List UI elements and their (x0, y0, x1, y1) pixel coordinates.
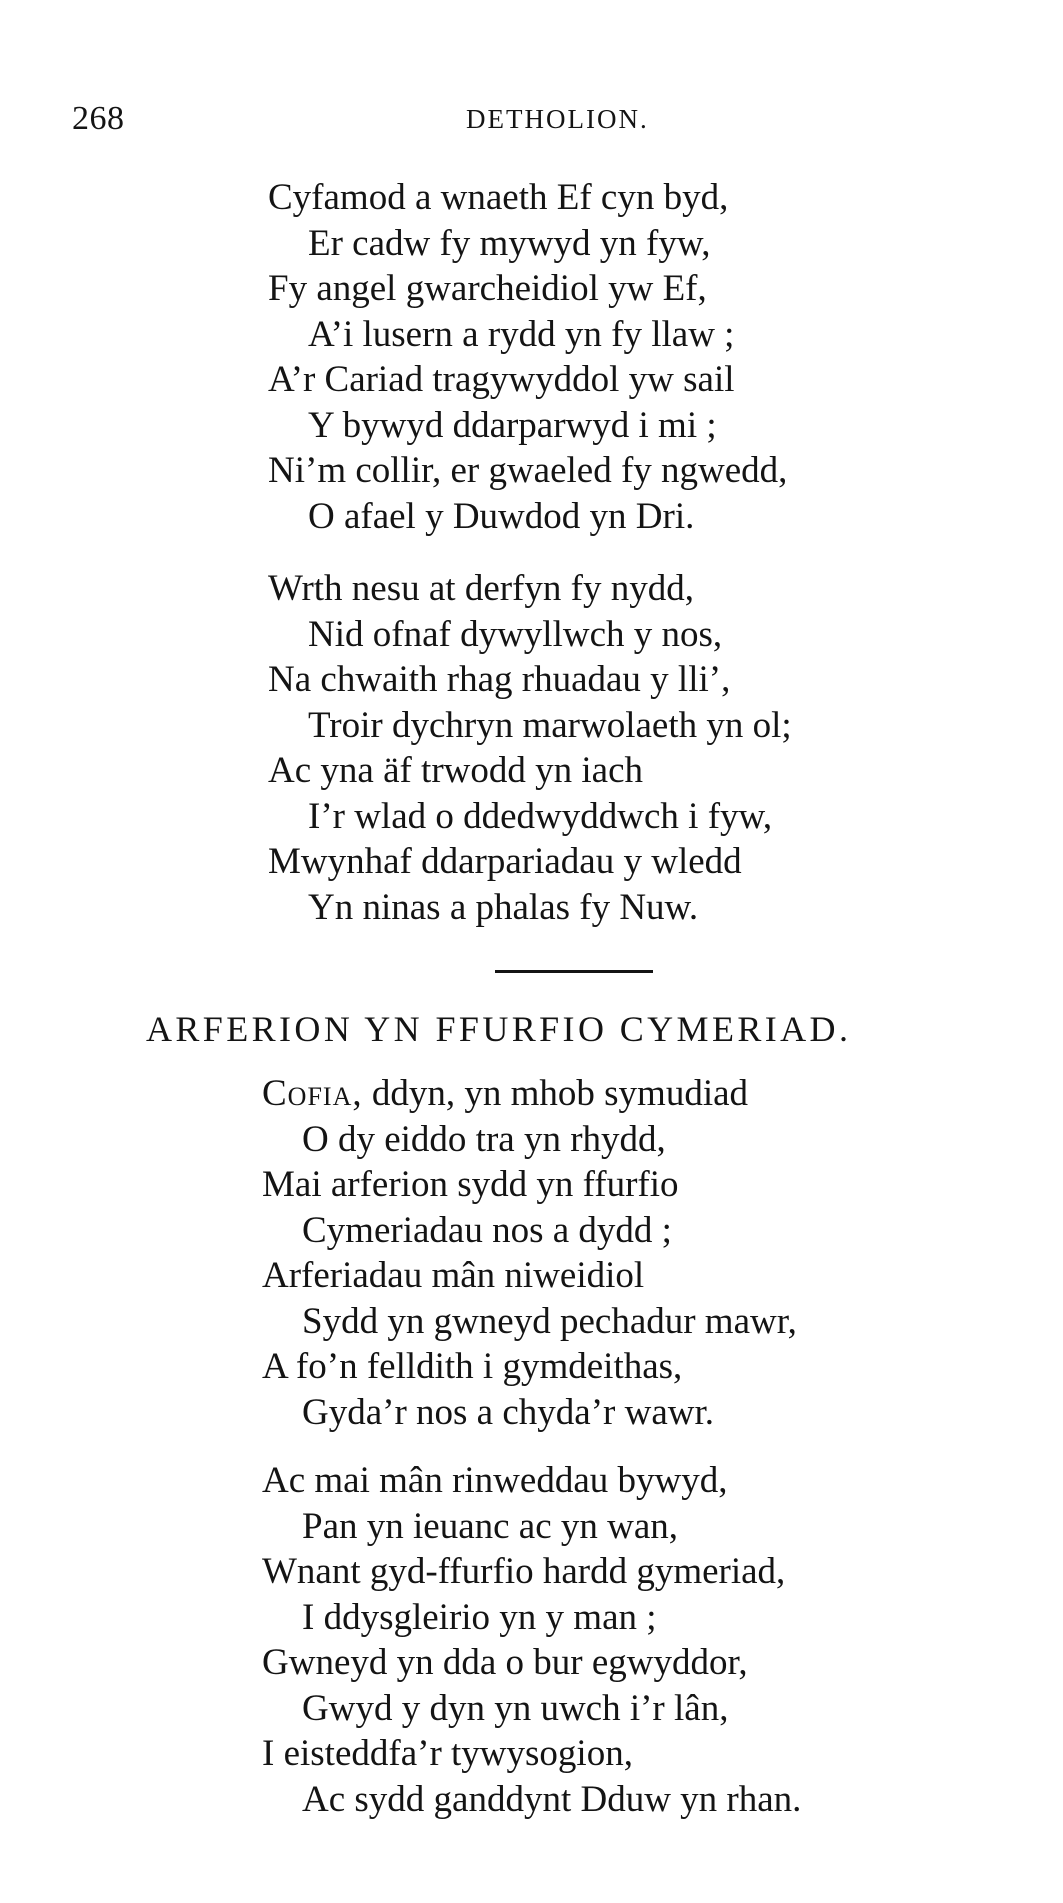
verse-line: Cymeriadau nos a dydd ; (302, 1209, 672, 1251)
verse-line: Arferiadau mân niweidiol (262, 1255, 645, 1296)
page-number: 268 (72, 100, 125, 137)
stanza (268, 175, 787, 539)
verse-line: Troir dychryn marwolaeth yn ol; (308, 704, 792, 746)
verse-line: Y bywyd ddarparwyd i mi ; (308, 404, 717, 446)
verse-line: O afael y Duwdod yn Dri. (308, 495, 695, 537)
verse-line: Wnant gyd-ffurfio hardd gymeriad, (262, 1551, 786, 1592)
verse-line: A’i lusern a rydd yn fy llaw ; (308, 313, 735, 355)
verse-line: Nid ofnaf dywyllwch y nos, (308, 613, 723, 655)
verse-line (262, 1071, 797, 1117)
verse-line: Wrth nesu at derfyn fy nydd, (268, 568, 694, 609)
verse-line: I’r wlad o ddedwyddwch i fyw, (308, 795, 773, 837)
verse-line: Mai arferion sydd yn ffurfio (262, 1164, 679, 1205)
verse-line: A’r Cariad tragywyddol yw sail (268, 359, 735, 400)
verse-line: Er cadw fy mywyd yn fyw, (308, 222, 711, 264)
verse-line: Mwynhaf ddarpariadau y wledd (268, 841, 742, 882)
verse-line: O dy eiddo tra yn rhydd, (302, 1118, 666, 1160)
stanza (262, 1071, 797, 1435)
verse-line: I ddysgleirio yn y man ; (302, 1596, 657, 1638)
stanza (268, 566, 792, 930)
verse-line: Gwneyd yn dda o bur egwyddor, (262, 1642, 748, 1683)
verse-line: Ni’m collir, er gwaeled fy ngwedd, (268, 450, 788, 491)
verse-line: I eisteddfa’r tywysogion, (262, 1733, 633, 1774)
verse-line: Pan yn ieuanc ac yn wan, (302, 1505, 679, 1547)
poem-title: ARFERION YN FFURFIO CYMERIAD. (146, 1009, 852, 1049)
verse-line: A fo’n felldith i gymdeithas, (262, 1346, 683, 1387)
verse-line: Cyfamod a wnaeth Ef cyn byd, (268, 177, 729, 218)
verse-line: Fy angel gwarcheidiol yw Ef, (268, 268, 707, 309)
opening-word: Cofia, (262, 1073, 363, 1114)
verse-line: Ac sydd ganddynt Dduw yn rhan. (302, 1778, 802, 1820)
verse-line: Na chwaith rhag rhuadau y lli’, (268, 659, 731, 700)
verse-line: Gyda’r nos a chyda’r wawr. (302, 1391, 714, 1433)
section-divider-rule (495, 970, 653, 973)
verse-line: Yn ninas a phalas fy Nuw. (308, 886, 699, 928)
verse-line: Ac mai mân rinweddau bywyd, (262, 1460, 728, 1501)
stanza (262, 1458, 801, 1822)
verse-line: Sydd yn gwneyd pechadur mawr, (302, 1300, 797, 1342)
verse-line-rest: ddyn, yn mhob symudiad (362, 1073, 749, 1114)
running-head: DETHOLION. (466, 104, 649, 134)
verse-line: Gwyd y dyn yn uwch i’r lân, (302, 1687, 729, 1729)
verse-line: Ac yna äf trwodd yn iach (268, 750, 644, 791)
